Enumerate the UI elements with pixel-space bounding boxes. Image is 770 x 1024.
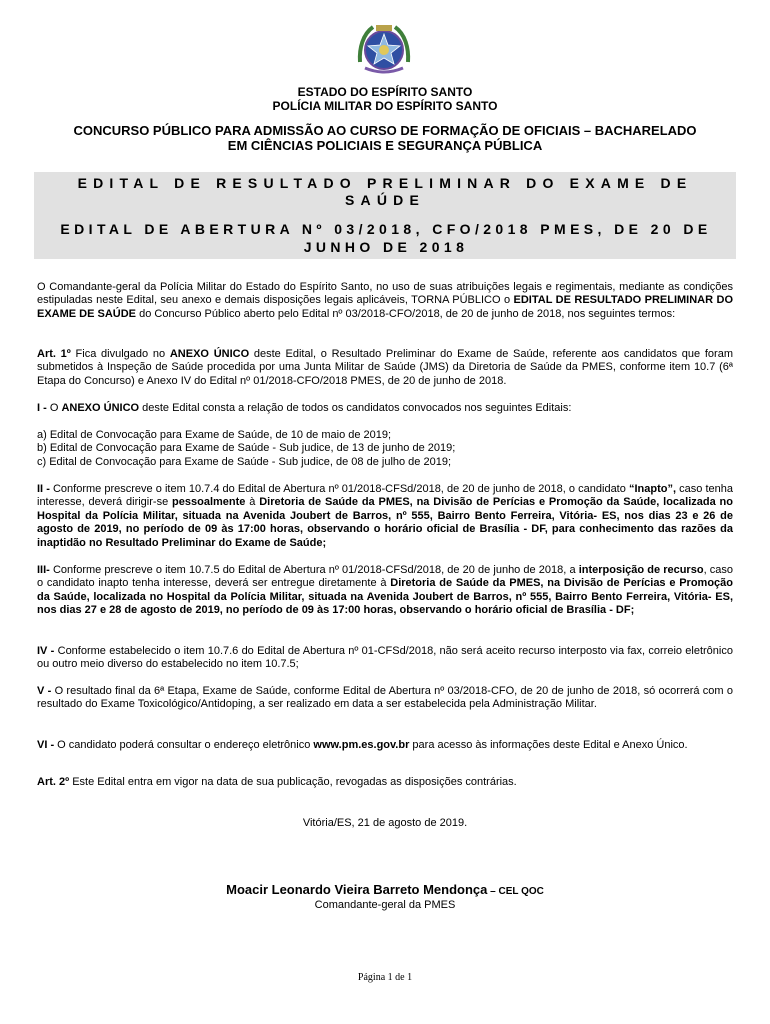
list-item: b) Edital de Convocação para Exame de Saúde - Sub judice, de 13 de junho de 2019; xyxy=(37,442,456,455)
edital-subtitle xyxy=(46,220,726,256)
item-5-label: V - xyxy=(37,685,52,697)
item-6 xyxy=(37,739,733,752)
item-3-location: Diretoria de Saúde da PMES, na Divisão de Perícias e Promoção da Saúde, localizada no Hospital da Polícia Militar, situada na Avenida Joubert de Barros, nº 555, Bairro Bento Ferreira, Vitória- ES, nos dias 27 e 28 de agosto de 2019, no período de 09 às 17:00 horas, observando o horário oficial de Brasília - DF; xyxy=(37,577,733,617)
item-2-text: Conforme prescreve o item 10.7.4 do Edital de Abertura nº 01/2018-CFSd/2018, de 20 de junho de 2018, o candidato xyxy=(49,483,629,495)
edital-subtitle-line1: EDITAL DE ABERTURA Nº 03/2018, CFO/2018 PMES, DE 20 DE xyxy=(60,221,712,237)
concurso-title xyxy=(40,123,730,153)
item-4 xyxy=(37,645,733,672)
article-1-anexo: ANEXO ÚNICO xyxy=(169,348,250,360)
list-item: a) Edital de Convocação para Exame de Saúde, de 10 de maio de 2019; xyxy=(37,429,392,441)
website-link[interactable]: www.pm.es.gov.br xyxy=(313,739,410,751)
item-2-pessoalmente: pessoalmente xyxy=(172,496,246,509)
item-1 xyxy=(37,402,733,415)
intro-text-end: do Concurso Público aberto pelo Edital nº 03/2018-CFO/2018, de 20 de junho de 2018, nos seguintes termos: xyxy=(136,307,676,320)
item-1-label: I - xyxy=(37,402,47,414)
edital-title: EDITAL DE RESULTADO PRELIMINAR DO EXAME DE SAÚDE xyxy=(77,175,693,208)
intro-emphasis: EDITAL DE RESULTADO PRELIMINAR DO EXAME DE SAÚDE xyxy=(37,294,734,320)
item-2-text-a: à xyxy=(245,496,260,509)
item-4-label: IV - xyxy=(37,645,55,657)
state-name: ESTADO DO ESPÍRITO SANTO xyxy=(297,85,473,99)
article-1-label: Art. 1º xyxy=(37,348,71,360)
item-6-text: O candidato poderá consultar o endereço eletrônico xyxy=(54,739,314,751)
item-4-text: Conforme estabelecido o item 10.7.6 do Edital de Abertura nº 01-CFSd/2018, não será aceito recurso interposto via fax, correio eletrônico ou outro meio diverso do estabelecido no item 10.7.5; xyxy=(37,645,733,671)
article-1-text-end: deste Edital, o Resultado Preliminar do Exame de Saúde, referente aos candidatos que foram submetidos à Inspeção de Saúde procedida por uma Junta Militar de Saúde (JMS) da Diretoria de Saúde da PMES, conforme item 10.7 (6ª Etapa do Concurso) e Anexo IV do Edital nº 01/2018-CFO/2018 PMES, de 20 de junho de 2018. xyxy=(37,348,733,387)
item-2-text-mid: caso tenha interesse, deverá dirigir-se xyxy=(37,483,733,509)
article-2 xyxy=(37,776,733,789)
article-2-label: Art. 2º xyxy=(37,776,70,788)
item-2 xyxy=(37,483,733,550)
document-date: Vitória/ES, 21 de agosto de 2019. xyxy=(302,817,468,829)
intro-paragraph xyxy=(37,281,733,321)
item-2-label: II - xyxy=(37,483,50,495)
article-2-text: Este Edital entra em vigor na data de sua publicação, revogadas as disposições contrárias. xyxy=(69,776,517,788)
item-3-text: Conforme prescreve o item 10.7.5 do Edital de Abertura nº 01/2018-CFSd/2018, de 20 de junho de 2018, a xyxy=(49,564,579,576)
item-1-text: O xyxy=(46,402,62,414)
page-number: Página 1 de 1 xyxy=(357,972,413,983)
concurso-title-line2: EM CIÊNCIAS POLICIAIS E SEGURANÇA PÚBLICA xyxy=(227,138,543,153)
item-3-recurso: interposição de recurso xyxy=(578,564,704,576)
article-1-text: Fica divulgado no xyxy=(70,348,170,360)
signer-name: Moacir Leonardo Vieira Barreto Mendonça xyxy=(226,882,488,897)
intro-text: O Comandante-geral da Polícia Militar do Estado do Espírito Santo, no uso de suas atribuições legais e regimentais, mediante as condições estipuladas neste Edital, seu anexo e demais disposições legais aplicáveis, TORNA PÚBLICO o xyxy=(37,281,733,307)
concurso-title-line1: CONCURSO PÚBLICO PARA ADMISSÃO AO CURSO DE FORMAÇÃO DE OFICIAIS – BACHARELADO xyxy=(73,123,697,138)
item-2-location: Diretoria de Saúde da PMES, na Divisão de Perícias e Promoção da Saúde, localizada no Hospital da Polícia Militar, situada na Avenida Joubert de Barros, nº 555, Bairro Bento Ferreira, Vitória- ES, nos dias 23 e 26 de agosto de 2019, no período de 09 às 17:00 horas, observando o horário oficial de Brasília - DF, para conhecimento das razões da inaptidão no Resultado Preliminar do Exame de Saúde; xyxy=(37,496,733,549)
article-1 xyxy=(37,348,733,388)
item-5-text: O resultado final da 6ª Etapa, Exame de Saúde, conforme Edital de Abertura nº 03/2018-CFO, de 20 de junho de 2018, só ocorrerá com o resultado do Exame Toxicológico/Antidoping, a ser realizado em data a ser estabelecida pela Administração Militar. xyxy=(37,685,733,711)
institution-name: POLÍCIA MILITAR DO ESPÍRITO SANTO xyxy=(272,99,498,113)
item-1-text-end: deste Edital consta a relação de todos os candidatos convocados nos seguintes Editais: xyxy=(139,402,572,414)
item-1-anexo: ANEXO ÚNICO xyxy=(61,402,140,414)
list-item: c) Edital de Convocação para Exame de Saúde - Sub judice, de 08 de julho de 2019; xyxy=(37,455,451,468)
item-6-label: VI - xyxy=(37,739,55,751)
item-2-inapto: “Inapto”, xyxy=(628,483,677,495)
item-3 xyxy=(37,564,733,618)
item-6-text-end: para acesso às informações deste Edital e Anexo Único. xyxy=(409,739,688,751)
item-5 xyxy=(37,685,733,712)
convocation-list xyxy=(37,429,733,469)
signer-rank: – CEL QOC xyxy=(487,886,544,897)
coat-of-arms-icon xyxy=(355,18,413,78)
edital-subtitle-line2: JUNHO DE 2018 xyxy=(303,239,469,255)
item-3-text-mid: , caso o candidato inapto tenha interesse, deverá ser entregue diretamente à xyxy=(37,564,733,590)
signer-role: Comandante-geral da PMES xyxy=(314,899,456,911)
item-3-label: III- xyxy=(37,564,50,576)
